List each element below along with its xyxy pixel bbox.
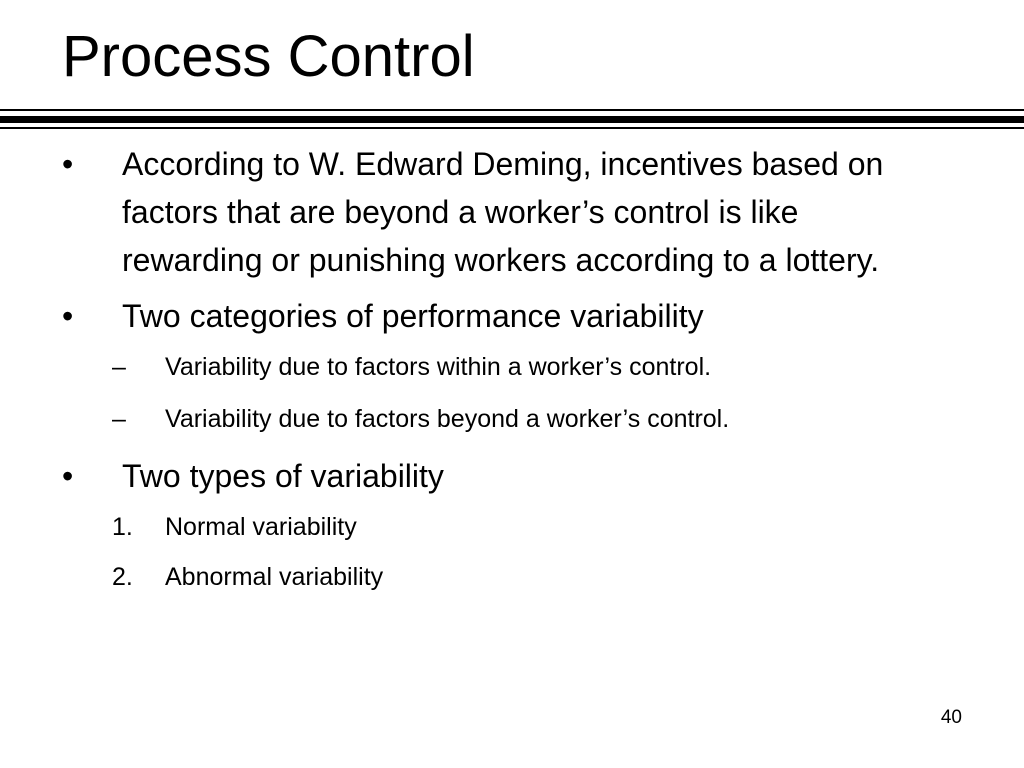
sub-bullet-item (0, 401, 965, 437)
numbered-item-text: Abnormal variability (165, 563, 384, 591)
sub-bullet-marker: – (112, 405, 126, 433)
bullet-text: According to W. Edward Deming, incentives based on factors that are beyond a worker’s control is like rewarding or punishing workers according to a lottery. (122, 146, 884, 278)
sub-bullet-text: Variability due to factors beyond a worker’s control. (165, 405, 730, 433)
bullet-text: Two categories of performance variability (122, 298, 704, 334)
title-divider-thin-bottom (0, 127, 1024, 129)
sub-bullet-item (0, 349, 965, 385)
number-marker: 1. (112, 513, 133, 541)
bullet-marker: • (62, 458, 74, 494)
bullet-item (0, 140, 922, 284)
sub-bullet-marker: – (112, 353, 126, 381)
title-divider-thin-top (0, 109, 1024, 111)
numbered-item-text: Normal variability (165, 513, 357, 541)
slide-number: 40 (940, 707, 962, 728)
bullet-marker: • (62, 146, 74, 182)
slide-title: Process Control (62, 24, 475, 89)
numbered-item (0, 559, 965, 595)
sub-bullet-text: Variability due to factors within a worker’s control. (165, 353, 712, 381)
number-marker: 2. (112, 563, 133, 591)
slide-body (0, 140, 1024, 595)
numbered-item (0, 509, 965, 545)
bullet-marker: • (62, 298, 74, 334)
bullet-item (0, 452, 922, 500)
bullet-item (0, 292, 922, 340)
bullet-text: Two types of variability (122, 458, 444, 494)
title-divider-thick (0, 116, 1024, 123)
